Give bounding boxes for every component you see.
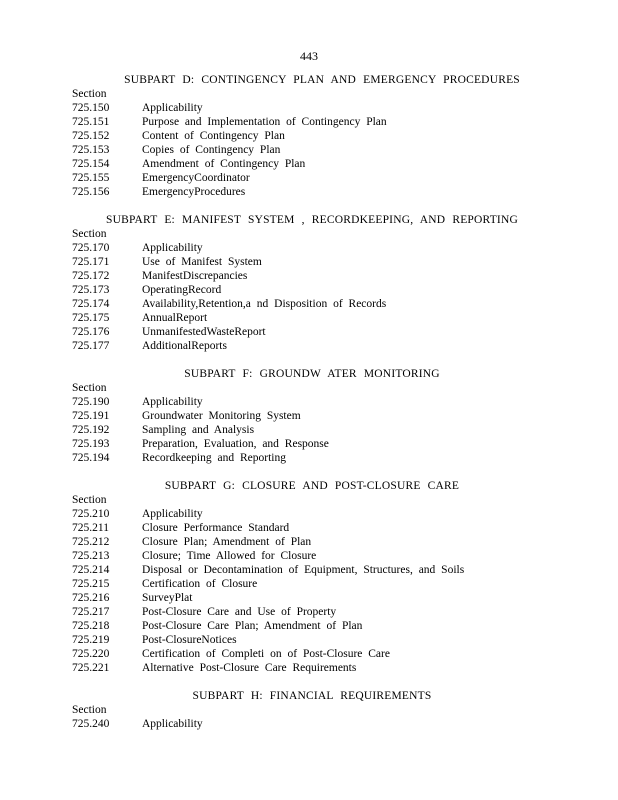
list-item: [72, 283, 552, 297]
section-number: 725.177: [72, 340, 110, 352]
section-number: 725.156: [72, 186, 110, 198]
section-number: 725.218: [72, 620, 110, 632]
list-item: [72, 255, 552, 269]
section-title: OperatingRecord: [142, 284, 222, 296]
list-item: [72, 619, 552, 633]
list-item: [72, 591, 552, 605]
list-item: [72, 521, 552, 535]
table-of-contents: [72, 73, 552, 745]
subpart-d: [72, 73, 552, 199]
section-number: 725.190: [72, 396, 110, 408]
section-title: Applicability: [142, 718, 203, 730]
list-item: [72, 661, 552, 675]
section-title: Alternative Post-Closure Care Requirements: [142, 662, 357, 674]
section-number: 725.193: [72, 438, 110, 450]
list-item: [72, 563, 552, 577]
section-title: Purpose and Implementation of Contingency Plan: [142, 116, 387, 128]
list-item: [72, 185, 552, 199]
section-title: Certification of Completi on of Post-Closure Care: [142, 648, 390, 660]
list-item: [72, 507, 552, 521]
section-number: 725.240: [72, 718, 110, 730]
section-title: Applicability: [142, 102, 203, 114]
list-item: [72, 269, 552, 283]
list-item: [72, 633, 552, 647]
section-title: Post-ClosureNotices: [142, 634, 237, 646]
list-item: [72, 549, 552, 563]
list-item: [72, 423, 552, 437]
section-title: Applicability: [142, 242, 203, 254]
section-title: SurveyPlat: [142, 592, 193, 604]
section-title: EmergencyProcedures: [142, 186, 246, 198]
list-item: [72, 647, 552, 661]
section-number: 725.155: [72, 172, 110, 184]
section-label: Section: [72, 228, 107, 240]
section-number: 725.152: [72, 130, 110, 142]
section-number: 725.215: [72, 578, 110, 590]
section-number: 725.191: [72, 410, 110, 422]
list-item: [72, 535, 552, 549]
section-number: 725.220: [72, 648, 110, 660]
section-number: 725.153: [72, 144, 110, 156]
section-title: ManifestDiscrepancies: [142, 270, 248, 282]
section-title: Content of Contingency Plan: [142, 130, 285, 142]
section-title: Disposal or Decontamination of Equipment, Structures, and Soils: [142, 564, 465, 576]
section-number: 725.219: [72, 634, 110, 646]
section-number: 725.175: [72, 312, 110, 324]
section-number: 725.211: [72, 522, 109, 534]
section-title: Post-Closure Care Plan; Amendment of Plan: [142, 620, 363, 632]
subpart-f: [72, 367, 552, 465]
section-title: Recordkeeping and Reporting: [142, 452, 286, 464]
section-title: Applicability: [142, 396, 203, 408]
section-title: Closure Plan; Amendment of Plan: [142, 536, 312, 548]
section-title: Certification of Closure: [142, 578, 258, 590]
list-item: [72, 395, 552, 409]
section-number: 725.194: [72, 452, 110, 464]
section-number: 725.217: [72, 606, 110, 618]
section-number: 725.173: [72, 284, 110, 296]
section-title: Sampling and Analysis: [142, 424, 255, 436]
list-item: [72, 577, 552, 591]
section-number: 725.216: [72, 592, 110, 604]
list-item: [72, 325, 552, 339]
section-number: 725.171: [72, 256, 110, 268]
section-label: Section: [72, 494, 107, 506]
section-number: 725.170: [72, 242, 110, 254]
section-title: AdditionalReports: [142, 340, 227, 352]
section-label: Section: [72, 704, 107, 716]
page-number: 443: [300, 49, 318, 63]
list-item: [72, 101, 552, 115]
section-title: Use of Manifest System: [142, 256, 262, 268]
section-number: 725.192: [72, 424, 110, 436]
subpart-heading: SUBPART D: CONTINGENCY PLAN AND EMERGENCY PROCEDURES: [124, 74, 520, 86]
list-item: [72, 311, 552, 325]
section-title: Applicability: [142, 508, 203, 520]
section-number: 725.151: [72, 116, 110, 128]
subpart-heading: SUBPART G: CLOSURE AND POST-CLOSURE CARE: [164, 480, 460, 492]
section-number: 725.221: [72, 662, 110, 674]
list-item: [72, 129, 552, 143]
section-number: 725.212: [72, 536, 110, 548]
section-title: EmergencyCoordinator: [142, 172, 250, 184]
list-item: [72, 171, 552, 185]
list-item: [72, 339, 552, 353]
list-item: [72, 605, 552, 619]
list-item: [72, 409, 552, 423]
list-item: [72, 143, 552, 157]
section-title: Closure; Time Allowed for Closure: [142, 550, 317, 562]
list-item: [72, 437, 552, 451]
list-item: [72, 297, 552, 311]
list-item: [72, 241, 552, 255]
subpart-e: [72, 213, 552, 353]
section-number: 725.174: [72, 298, 110, 310]
section-number: 725.214: [72, 564, 110, 576]
section-title: Copies of Contingency Plan: [142, 144, 281, 156]
section-title: UnmanifestedWasteReport: [142, 326, 266, 338]
section-title: Availability,Retention,a nd Disposition of Records: [142, 298, 387, 310]
section-label: Section: [72, 88, 107, 100]
subpart-g: [72, 479, 552, 675]
section-title: Closure Performance Standard: [142, 522, 290, 534]
section-number: 725.213: [72, 550, 110, 562]
subpart-h: [72, 689, 552, 731]
subpart-heading: SUBPART E: MANIFEST SYSTEM , RECORDKEEPING, AND REPORTING: [106, 214, 518, 226]
section-title: Groundwater Monitoring System: [142, 410, 301, 422]
section-number: 725.172: [72, 270, 110, 282]
subpart-heading: SUBPART H: FINANCIAL REQUIREMENTS: [192, 690, 432, 702]
section-number: 725.150: [72, 102, 110, 114]
list-item: [72, 115, 552, 129]
list-item: [72, 157, 552, 171]
section-title: Post-Closure Care and Use of Property: [142, 606, 337, 618]
section-title: Amendment of Contingency Plan: [142, 158, 306, 170]
list-item: [72, 451, 552, 465]
section-number: 725.210: [72, 508, 110, 520]
section-title: Preparation, Evaluation, and Response: [142, 438, 329, 450]
section-title: AnnualReport: [142, 312, 208, 324]
section-number: 725.154: [72, 158, 110, 170]
subpart-heading: SUBPART F: GROUNDW ATER MONITORING: [184, 368, 440, 380]
section-number: 725.176: [72, 326, 110, 338]
list-item: [72, 717, 552, 731]
section-label: Section: [72, 382, 107, 394]
